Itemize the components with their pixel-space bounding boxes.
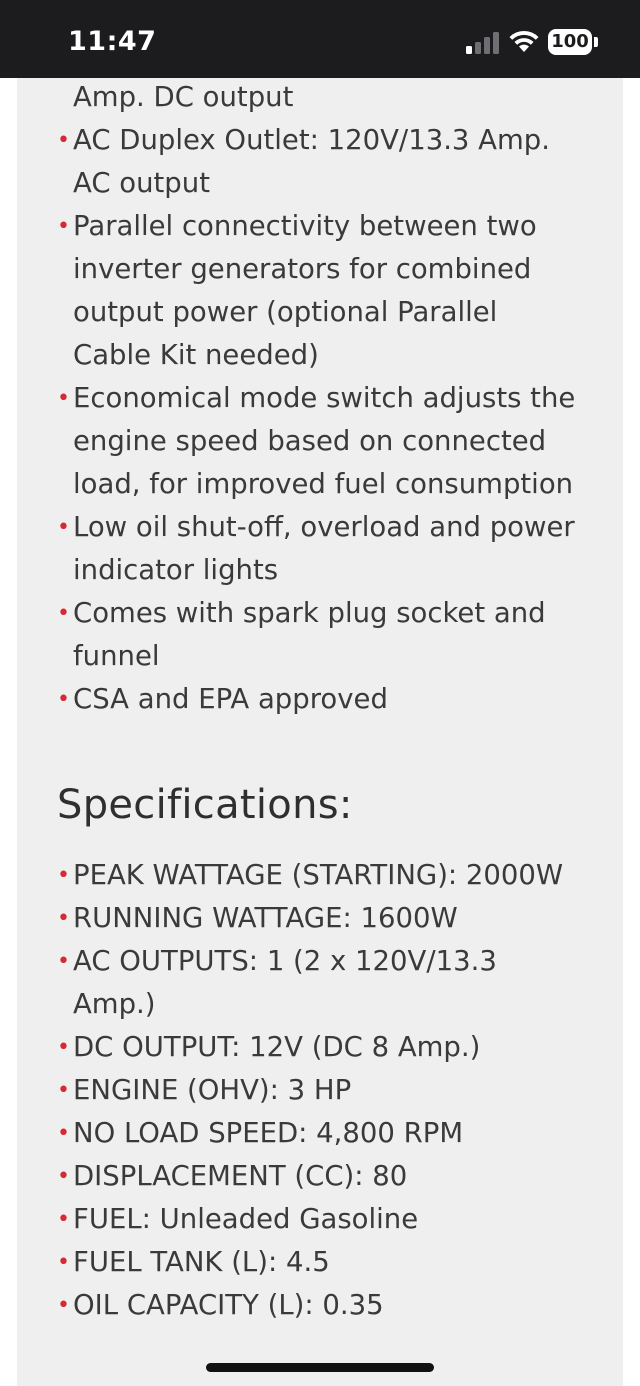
- spec-item: [57, 1284, 577, 1327]
- feature-text: AC Duplex Outlet: 120V/13.3 Amp. AC output: [73, 124, 550, 199]
- spec-text: DC OUTPUT: 12V (DC 8 Amp.): [73, 1031, 481, 1063]
- specifications-list: [57, 854, 577, 1327]
- spec-text: FUEL: Unleaded Gasoline: [73, 1203, 419, 1235]
- bullet-icon: •: [57, 386, 70, 411]
- feature-item: [57, 377, 577, 506]
- spec-item: [57, 897, 577, 940]
- spec-text: ENGINE (OHV): 3 HP: [73, 1074, 352, 1106]
- spec-text: RUNNING WATTAGE: 1600W: [73, 902, 458, 934]
- bullet-icon: •: [57, 601, 70, 626]
- spec-item: [57, 1069, 577, 1112]
- bullet-icon: •: [57, 1078, 70, 1103]
- spec-item: [57, 1155, 577, 1198]
- status-bar: [0, 0, 640, 78]
- spec-item: [57, 1241, 577, 1284]
- spec-text: AC OUTPUTS: 1 (2 x 120V/13.3 Amp.): [73, 945, 497, 1020]
- feature-text: CSA and EPA approved: [73, 683, 388, 715]
- spec-item: [57, 940, 577, 1026]
- status-time: 11:47: [68, 26, 157, 57]
- bullet-icon: •: [57, 1164, 70, 1189]
- home-indicator[interactable]: [206, 1363, 434, 1372]
- spec-text: FUEL TANK (L): 4.5: [73, 1246, 330, 1278]
- feature-text: Low oil shut-off, overload and power indicator lights: [73, 511, 575, 586]
- feature-text: Economical mode switch adjusts the engine speed based on connected load, for improved fuel consumption: [73, 382, 576, 500]
- feature-continued-text: Amp. DC output: [73, 81, 294, 113]
- bullet-icon: •: [57, 1250, 70, 1275]
- feature-item: [57, 592, 577, 678]
- specifications-heading: Specifications:: [57, 782, 353, 828]
- spec-item: [57, 854, 577, 897]
- spec-text: DISPLACEMENT (CC): 80: [73, 1160, 408, 1192]
- bullet-icon: •: [57, 214, 70, 239]
- spec-text: OIL CAPACITY (L): 0.35: [73, 1289, 384, 1321]
- spec-item: [57, 1026, 577, 1069]
- features-list: [57, 76, 577, 721]
- bullet-icon: •: [57, 1207, 70, 1232]
- signal-icon: [466, 32, 500, 54]
- spec-text: NO LOAD SPEED: 4,800 RPM: [73, 1117, 464, 1149]
- wifi-icon: [508, 28, 540, 54]
- bullet-icon: •: [57, 906, 70, 931]
- bullet-icon: •: [57, 863, 70, 888]
- product-description-card: [17, 78, 623, 1386]
- bullet-icon: •: [57, 1035, 70, 1060]
- spec-text: PEAK WATTAGE (STARTING): 2000W: [73, 859, 564, 891]
- bullet-icon: •: [57, 1293, 70, 1318]
- feature-item: [57, 205, 577, 377]
- feature-item: [57, 119, 577, 205]
- bullet-icon: •: [57, 1121, 70, 1146]
- spec-item: [57, 1198, 577, 1241]
- bullet-icon: •: [57, 128, 70, 153]
- feature-text: Parallel connectivity between two inverter generators for combined output power (optional Parallel Cable Kit needed): [73, 210, 537, 371]
- bullet-icon: •: [57, 515, 70, 540]
- feature-bullets: [57, 119, 577, 721]
- battery-level: 100: [551, 31, 589, 52]
- feature-item: [57, 678, 577, 721]
- battery-icon: [548, 29, 598, 55]
- bullet-icon: •: [57, 687, 70, 712]
- bullet-icon: •: [57, 949, 70, 974]
- feature-text: Comes with spark plug socket and funnel: [73, 597, 546, 672]
- spec-item: [57, 1112, 577, 1155]
- feature-item: [57, 506, 577, 592]
- battery-nub: [594, 37, 598, 47]
